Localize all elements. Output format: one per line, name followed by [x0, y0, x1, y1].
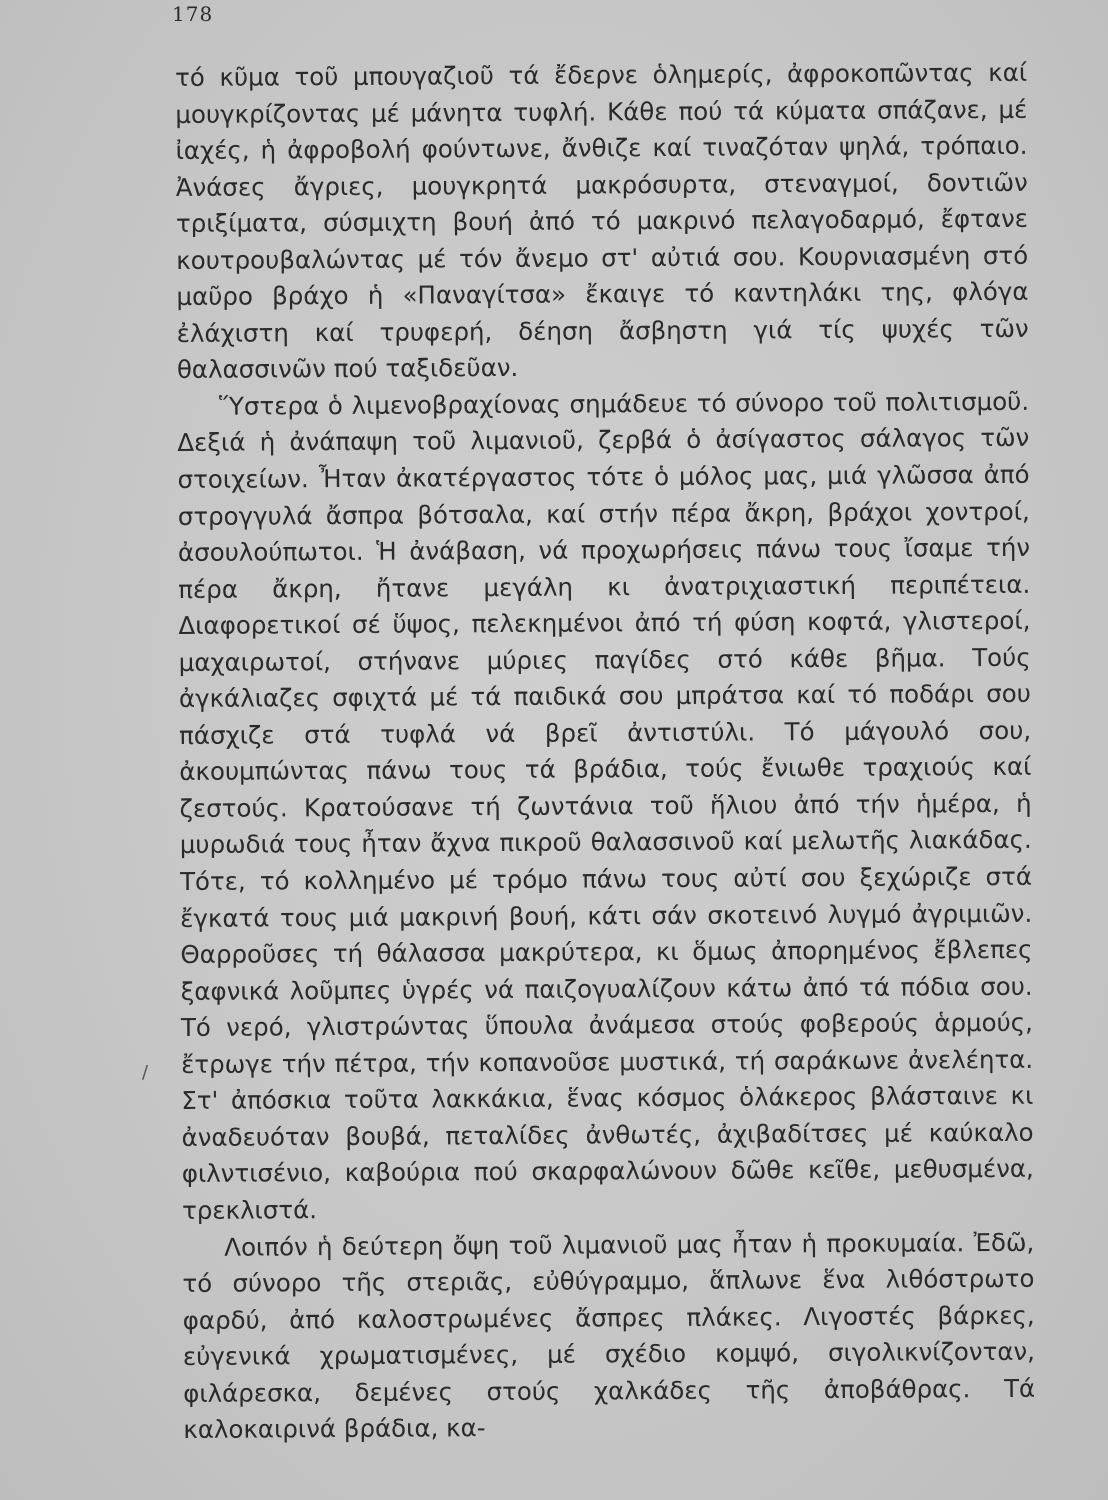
page-number: 178 — [172, 2, 214, 26]
paragraph-2: Ὕστερα ὁ λιμενοβραχίονας σημάδευε τό σύνορο τοῦ πολιτισμοῦ. Δεξιά ἡ ἀνάπαψη τοῦ λιμανιοῦ, ζερβά ὁ ἀσίγαστος σάλαγος τῶν στοιχείων. Ἦταν ἀκατέργαστος τότε ὁ μόλος μας, μιά γλῶσσα ἀπό στρογγυλά ἄσπρα βότσαλα, καί στήν πέρα ἄκρη, βράχοι χοντροί, ἀσουλούπωτοι. Ἡ ἀνάβαση, νά προχωρήσεις πάνω τους ἴσαμε τήν πέρα ἄκρη, ἤτανε μεγάλη κι ἀνατριχιαστική περιπέτεια. Διαφορετικοί σέ ὕψος, πελεκημένοι ἀπό τή φύση κοφτά, γλιστεροί, μαχαιρωτοί, στήνανε μύριες παγίδες στό κάθε βῆμα. Τούς ἀγκάλιαζες σφιχτά μέ τά παιδικά σου μπράτσα καί τό ποδάρι σου πάσχιζε στά τυφλά νά βρεῖ ἀντιστύλι. Τό μάγουλό σου, ἀκουμπώντας πάνω τους τά βράδια, τούς ἔνιωθε τραχιούς καί ζεστούς. Κρατούσανε τή ζωντάνια τοῦ ἥλιου ἀπό τήν ἡμέρα, ἡ μυρωδιά τους ἦταν ἄχνα πικροῦ θαλασσινοῦ καί μελωτῆς λιακάδας. Τότε, τό κολλημένο μέ τρόμο πάνω τους αὐτί σου ξεχώριζε στά ἔγκατά τους μιά μακρινή βουή, κάτι σάν σκοτεινό λυγμό ἀγριμιῶν. Θαρροῦσες τή θάλασσα μακρύτερα, κι ὅμως ἀπορημένος ἔβλεπες ξαφνικά λοῦμπες ὑγρές νά παιζογυαλίζουν κάτω ἀπό τά πόδια σου. Τό νερό, γλιστρώντας ὕπουλα ἀνάμεσα στούς φοβερούς ἁρμούς, ἔτρωγε τήν πέτρα, τήν κοπανοῦσε μυστικά, τή σαράκωνε ἀνελέητα. Στ' ἀπόσκια τοῦτα λακκάκια, ἕνας κόσμος ὁλάκερος βλάσταινε κι ἀναδευόταν βουβά, πεταλίδες ἀνθωτές, ἀχιβαδίτσες μέ καύκαλο φιλντισένιο, καβούρια πού σκαρφαλώνουν δῶθε κεῖθε, μεθυσμένα, τρεκλιστά. — [177, 386, 1034, 1225]
body-text — [175, 55, 1035, 1449]
paragraph-3: Λοιπόν ἡ δεύτερη ὄψη τοῦ λιμανιοῦ μας ἦταν ἡ προκυμαία. Ἐδῶ, τό σύνορο τῆς στεριᾶς, εὐθύγραμμο, ἅπλωνε ἕνα λιθόστρωτο φαρδύ, ἀπό καλοστρωμένες ἄσπρες πλάκες. Λιγοστές βάρκες, εὐγενικά χρωματισμένες, μέ σχέδιο κομψό, σιγολικνίζονταν, φιλάρεσκα, δεμένες στούς χαλκάδες τῆς ἀποβάθρας. Τά καλοκαιρινά βράδια, κα- — [182, 1227, 1036, 1445]
margin-pencil-mark: / — [142, 1062, 149, 1083]
paragraph-1: τό κῦμα τοῦ μπουγαζιοῦ τά ἔδερνε ὁλημερίς, ἀφροκοπῶντας καί μουγκρίζοντας μέ μάνητα τυφλή. Κάθε πού τά κύματα σπάζανε, μέ ἰαχές, ἡ ἀφροβολή φούντωνε, ἄνθιζε καί τιναζόταν ψηλά, τρόπαιο. Ἀνάσες ἄγριες, μουγκρητά μακρόσυρτα, στεναγμοί, δοντιῶν τριξίματα, σύσμιχτη βουή ἀπό τό μακρινό πελαγοδαρμό, ἔφτανε κουτρουβαλώντας μέ τόν ἄνεμο στ' αὐτιά σου. Κουρνιασμένη στό μαῦρο βράχο ἡ «Παναγίτσα» ἔκαιγε τό καντηλάκι της, φλόγα ἐλάχιστη καί τρυφερή, δέηση ἄσβηστη γιά τίς ψυχές τῶν θαλασσινῶν πού ταξιδεῦαν. — [175, 57, 1029, 385]
